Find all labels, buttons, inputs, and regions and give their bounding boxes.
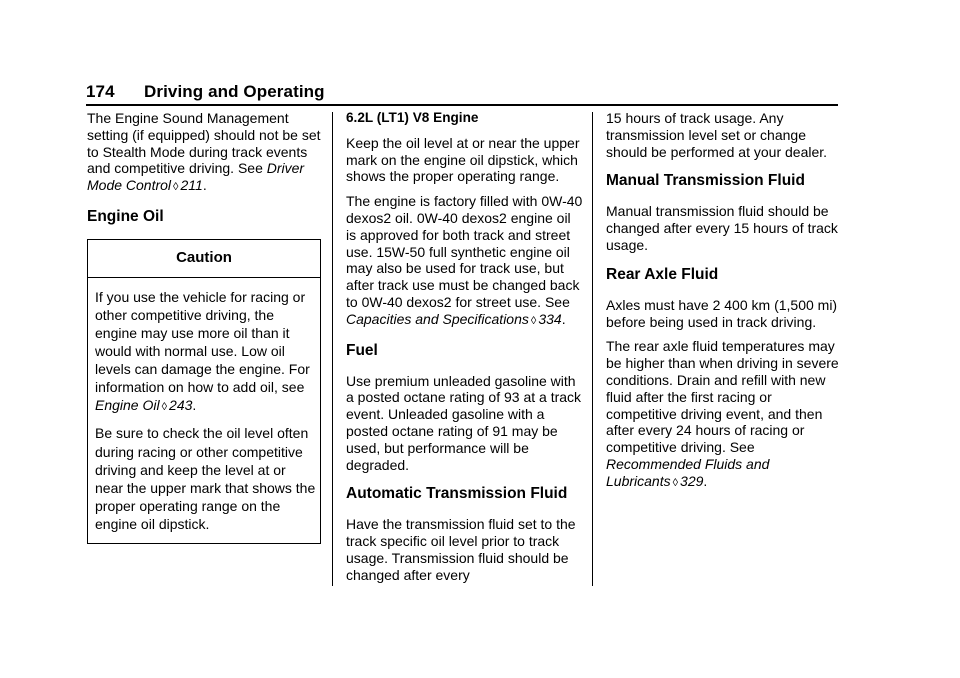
page-ref-icon: ◊ [672, 476, 679, 489]
mtf-paragraph: Manual transmission fluid should be changed after every 15 hours of track usage. [606, 203, 838, 253]
engine-oil-heading: Engine Oil [87, 207, 164, 225]
column-divider-2 [592, 112, 593, 586]
page-number: 174 [86, 82, 115, 101]
section-title: Driving and Operating [144, 82, 325, 101]
caution-paragraph-2: Be sure to check the oil level often during racing or other competitive driving and keep the level at or near the upper mark that shows the proper operating range on the engine oil dipstick. [95, 425, 316, 532]
mtf-heading: Manual Transmission Fluid [606, 172, 805, 190]
engine-subheading: 6.2L (LT1) V8 Engine [346, 110, 479, 125]
caution-title: Caution [88, 240, 320, 278]
caution-box [87, 239, 321, 544]
factory-oil-paragraph: The engine is factory filled with 0W-40 dexos2 oil. 0W-40 dexos2 engine oil is approved for both track and street use. 15W-50 full synthetic engine oil may also be used for track use, but after track use must be changed back to 0W-40 dexos2 for street use. See Capacities and Specifications ◊ 334. [346, 193, 583, 327]
driver-mode-control-link[interactable]: Driver Mode Control [87, 160, 305, 194]
driver-mode-control-page[interactable]: 211 [180, 177, 203, 194]
factory-oil-text: The engine is factory filled with 0W-40 dexos2 oil. 0W-40 dexos2 engine oil is approved for both track and street use. 15W-50 full synthetic engine oil may also be used for track use, but after track use must be changed back to 0W-40 dexos2 for street use. See [346, 193, 583, 310]
capacities-link[interactable]: Capacities and Specifications [346, 310, 529, 327]
engine-oil-page[interactable]: 243 [169, 397, 193, 414]
recommended-fluids-link[interactable]: Recommended Fluids and Lubricants [606, 455, 770, 489]
page-header [86, 82, 325, 102]
caution-text-1: If you use the vehicle for racing or other competitive driving, the engine may use more oil than it would with normal use. Low oil levels can damage the engine. For information on how to add oil, see [95, 288, 310, 396]
header-rule [86, 104, 838, 106]
capacities-page[interactable]: 334 [538, 310, 562, 327]
rear-axle-heading: Rear Axle Fluid [606, 265, 719, 283]
page-ref-icon: ◊ [530, 314, 537, 327]
column-3 [606, 110, 842, 500]
engine-oil-link[interactable]: Engine Oil [95, 397, 160, 414]
page-ref-icon: ◊ [173, 181, 179, 194]
atf-paragraph: Have the transmission fluid set to the track specific oil level prior to track usage. Transmission fluid should be changed after every [346, 516, 576, 583]
atf-heading: Automatic Transmission Fluid [346, 485, 568, 503]
rear-axle-paragraph-1: Axles must have 2 400 km (1,500 mi) before being used in track driving. [606, 296, 838, 330]
rear-axle-text: The rear axle fluid temperatures may be higher than when driving in severe conditions. Drain and refill with new fluid after the first racing or competitive driving event, and then after every 24 hours of racing or competitive driving. See [606, 338, 839, 456]
intro-paragraph: The Engine Sound Management setting (if equipped) should not be set to Stealth Mode during track events and competitive driving. See Driver Mode Control ◊ 211. [87, 110, 321, 194]
column-2 [346, 110, 584, 592]
intro-text: The Engine Sound Management setting (if equipped) should not be set to Stealth Mode during track events and competitive driving. See [87, 110, 321, 177]
fuel-heading: Fuel [346, 341, 378, 359]
column-divider-1 [332, 112, 333, 586]
column-1 [87, 110, 323, 544]
caution-body [88, 278, 320, 543]
atf-continued-paragraph: 15 hours of track usage. Any transmission level set or change should be performed at your dealer. [606, 110, 828, 160]
recommended-fluids-page[interactable]: 329 [680, 472, 704, 489]
caution-paragraph-1: If you use the vehicle for racing or other competitive driving, the engine may use more oil than it would with normal use. Low oil levels can damage the engine. For information on how to add oil, see Engine Oil ◊ 243. [95, 288, 310, 414]
fuel-paragraph: Use premium unleaded gasoline with a posted octane rating of 93 at a track event. Unleaded gasoline with a posted octane rating of 91 may be used, but performance will be degraded. [346, 372, 582, 473]
rear-axle-paragraph-2: The rear axle fluid temperatures may be higher than when driving in severe conditions. Drain and refill with new fluid after the first racing or competitive driving event, and then after every 24 hours of racing or competitive driving. See Recommended Fluids and Lubricants ◊ 329. [606, 338, 839, 489]
oil-level-paragraph: Keep the oil level at or near the upper mark on the engine oil dipstick, which shows the proper operating range. [346, 134, 580, 185]
page-ref-icon: ◊ [161, 401, 168, 414]
